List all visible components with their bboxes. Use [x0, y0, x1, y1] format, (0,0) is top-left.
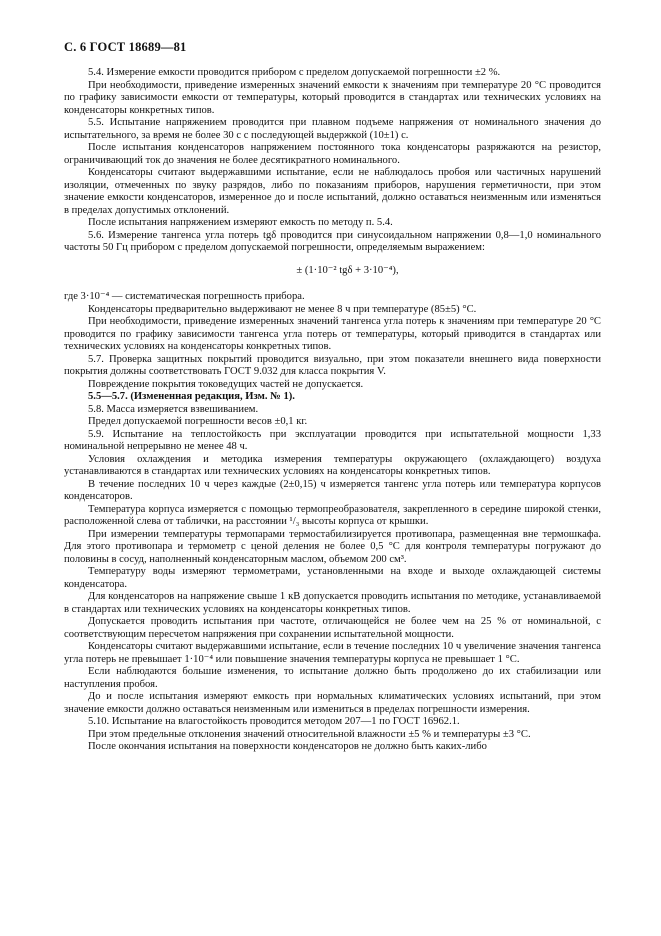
paragraph-5-5: 5.5. Испытание напряжением проводится при плавном подъеме напряжения от номинального значения до испытательного, за время не более 30 с с последующей выдержкой (10±1) с.: [64, 117, 601, 141]
paragraph-5-9-criteria: Конденсаторы считают выдержавшими испытание, если в течение последних 10 ч увеличение значения тангенса угла потерь не превышает 1·10⁻⁴ или повышение значения температуры корпуса не превышает 1 °С.: [64, 641, 601, 665]
formula-error: ± (1·10⁻² tgδ + 3·10⁻⁴),: [296, 264, 399, 276]
paragraph-5-8: 5.8. Масса измеряется взвешиванием.: [88, 403, 259, 415]
paragraph-5-6: 5.6. Измерение тангенса угла потерь tgδ проводится при синусоидальном напряжении 0,8—1,0 номинального частоты 50 Гц прибором с пределом допускаемой погрешности, определяемым выражением:: [64, 229, 601, 253]
paragraph-5-10-deviations: При этом предельные отклонения значений относительной влажности ±5 % и температуры ±3 °С.: [88, 728, 531, 740]
paragraph-5-6-reduction: При необходимости, приведение измеренных значений тангенса угла потерь к значениям при температуре 20 °С проводится по графику зависимости тангенса угла потерь от температуры, который приводится в стандартах или технических условиях на конденсаторы конкретных типов.: [64, 316, 601, 352]
paragraph-5-9-continuation: Если наблюдаются большие изменения, то испытание должно быть продолжено до их стабилизации или наступления пробоя.: [64, 666, 601, 690]
paragraph-revision-note: [64, 391, 601, 404]
paragraph-5-8-precision: Предел допускаемой погрешности весов ±0,1 кг.: [88, 416, 308, 427]
paragraph-5-7-damage: Повреждение покрытия токоведущих частей не допускается.: [88, 378, 364, 390]
paragraph-5-9: 5.9. Испытание на теплостойкость при эксплуатации проводится при испытательной мощности 1,33 номинальной непрерывно не менее 48 ч.: [64, 428, 601, 452]
paragraph-5-6-preconditioning: Конденсаторы предварительно выдерживают не менее 8 ч при температуре (85±5) °С.: [88, 303, 477, 315]
paragraph-5-9-housing-temp: Температура корпуса измеряется с помощью термопреобразователя, закрепленного в середине широкой стенки, расположенной слева от таблички, на расстоянии ¹/₃ высоты корпуса от крышки.: [64, 503, 601, 527]
revision-note-bold: 5.5—5.7. (Измененная редакция, Изм. № 1).: [88, 391, 295, 402]
paragraph-5-10-after: После окончания испытания на поверхности конденсаторов не должно быть каких-либо: [88, 741, 487, 752]
paragraph-5-9-high-voltage: Для конденсаторов на напряжение свыше 1 кВ допускается проводить испытания по методике, устанавливаемой в стандартах или технических условиях на конденсаторы конкретных типов.: [64, 591, 601, 615]
paragraph-5-5-discharge: После испытания конденсаторов напряжением постоянного тока конденсаторы разряжаются на резистор, ограничивающий ток до значения не более десятикратного номинального.: [64, 142, 601, 166]
paragraph-5-4: 5.4. Измерение емкости проводится прибором с пределом допускаемой погрешности ±2 %.: [88, 67, 501, 78]
paragraph-5-9-cooling: Условия охлаждения и методика измерения температуры окружающего (охлаждающего) воздуха устанавливаются в стандартах или технических условиях на конденсаторы конкретных типов.: [64, 453, 601, 477]
paragraph-5-7: 5.7. Проверка защитных покрытий проводится визуально, при этом показатели внешнего вида поверхности покрытия должны соответствовать ГОСТ 9.032 для класса покрытия V.: [64, 353, 601, 377]
document-page: [64, 40, 601, 754]
page-header: С. 6 ГОСТ 18689—81: [64, 40, 187, 54]
paragraph-5-9-capacity: До и после испытания измеряют емкость при нормальных климатических условиях испытаний, при этом значение емкости должно оставаться неизменным или измениться в пределах погрешности измерения.: [64, 691, 601, 715]
paragraph-5-9-measurement: В течение последних 10 ч через каждые (2±0,15) ч измеряется тангенс угла потерь или температура корпусов конденсаторов.: [64, 478, 601, 502]
paragraph-formula-explanation: где 3·10⁻⁴ — систематическая погрешность прибора.: [64, 291, 305, 302]
paragraph-5-10: 5.10. Испытание на влагостойкость проводится методом 207—1 по ГОСТ 16962.1.: [88, 716, 460, 727]
paragraph-5-5-criteria: Конденсаторы считают выдержавшими испытание, если не наблюдалось пробоя или частичных нарушений изоляции, отмеченных по звуку разрядов, либо по показаниям приборов, нарушения герметичности, при этом значение емкости конденсаторов, измеренное до и после испытаний, должно оставаться неизменным или изменяться в пределах допустимых отклонений.: [64, 167, 601, 216]
section-5-6-to-5-10: [64, 291, 601, 754]
paragraph-5-9-water: Температуру воды измеряют термометрами, установленными на входе и выходе охлаждающей системы конденсатора.: [64, 566, 601, 590]
paragraph-5-9-thermocouple: При измерении температуры термопарами термостабилизируется противопара, размещенная вне термошкафа. Для этого противопара и термометр с ценой деления не более 0,5 °С для контроля температуры погружают до половины в сосуд, наполненный конденсаторным маслом, объемом 200 см³.: [64, 528, 601, 565]
paragraph-5-5-capacity: После испытания напряжением измеряют емкость по методу п. 5.4.: [88, 217, 393, 228]
section-5-4-to-5-6: [64, 67, 601, 255]
paragraph-5-4-note: При необходимости, приведение измеренных значений емкости к значениям при температуре 20 °С проводится по графику зависимости емкости от температуры, который проводится в стандартах или технических условиях на конденсаторы конкретных типов.: [64, 79, 601, 116]
paragraph-5-9-frequency: Допускается проводить испытания при частоте, отличающейся не более чем на 25 % от номинальной, с соответствующим пересчетом напряжения при сохранении испытательной мощности.: [64, 616, 601, 640]
